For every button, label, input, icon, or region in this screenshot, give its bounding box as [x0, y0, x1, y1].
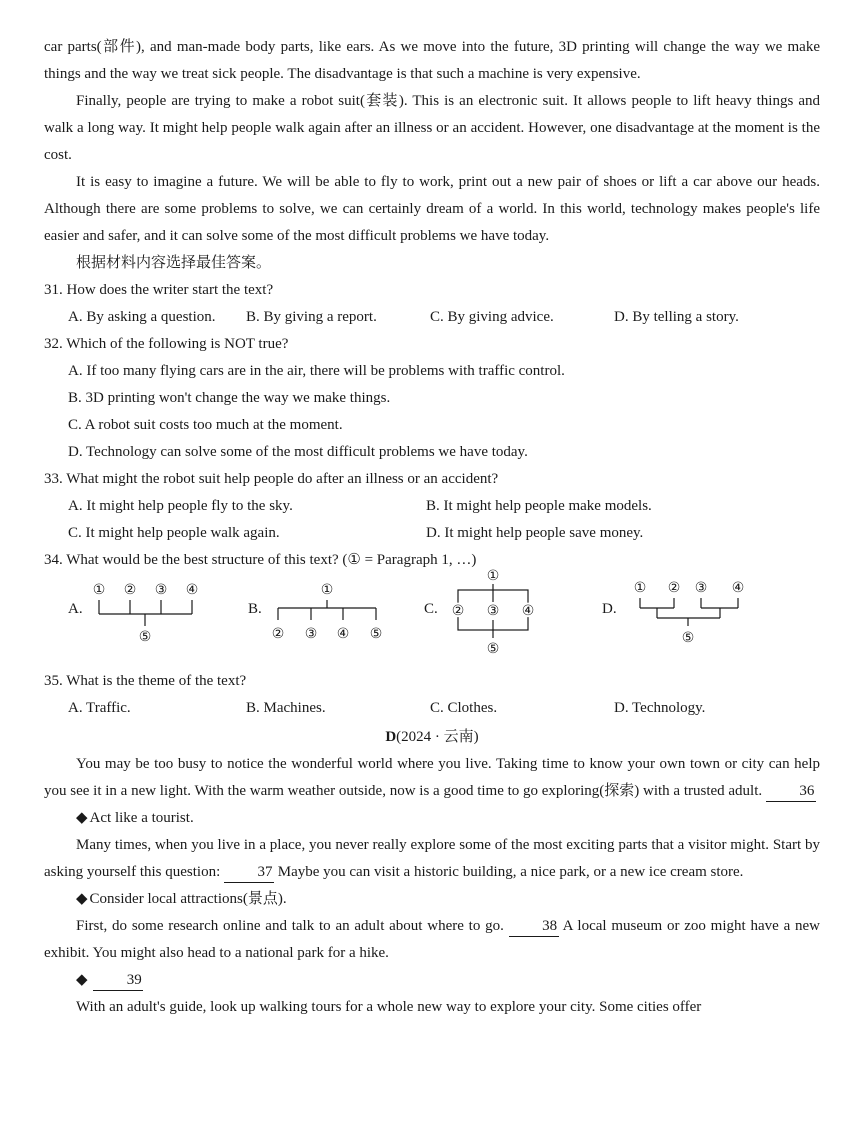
question-31-stem: 31. How does the writer start the text? [44, 282, 274, 298]
passage-d-intro [44, 751, 820, 805]
q33-option-a[interactable]: A. It might help people fly to the sky. [68, 498, 293, 514]
q34-diagram-d [630, 574, 780, 664]
diag-a-num-5: ⑤ [138, 629, 152, 645]
q35-option-b[interactable]: B. Machines. [246, 700, 326, 716]
passage-c-paragraph-3d: car parts(部件), and man-made body parts, like ears. As we move into the future, 3D printing will change the way we make things and the way we treat sick people. The disadvantage is that such a machine is very expensive. [44, 39, 820, 82]
q35-option-c[interactable]: C. Clothes. [430, 700, 498, 716]
q35-option-a[interactable]: A. Traffic. [68, 700, 131, 716]
diamond-bullet-icon: ◆ [76, 972, 88, 988]
q34-option-a-letter: A. [68, 601, 83, 617]
diag-a-num-2: ② [123, 582, 137, 598]
blank-39[interactable]: 39 [93, 970, 143, 991]
q32-option-b[interactable]: B. 3D printing won't change the way we make things. [68, 390, 391, 406]
diag-b-num-2: ② [271, 626, 285, 642]
q33-option-c[interactable]: C. It might help people walk again. [68, 525, 280, 541]
diag-d-num-4: ④ [731, 580, 745, 596]
question-32-stem: 32. Which of the following is NOT true? [44, 336, 289, 352]
question-31-options [44, 304, 820, 331]
q34-option-c-letter: C. [424, 601, 438, 617]
tourist-paragraph-before: Many times, when you live in a place, you never really explore some of the most exciting parts that a visitor might. Start by asking yourself this question: [44, 837, 820, 880]
diag-c-num-4: ④ [521, 603, 535, 619]
passage-d-intro-text: You may be too busy to notice the wonderful world where you live. Taking time to know your own town or city can help you see it in a new light. With the warm weather outside, now is a good time to go exploring(探索) with a trusted adult. [44, 756, 820, 799]
q32-option-d[interactable]: D. Technology can solve some of the most difficult problems we have today. [68, 444, 528, 460]
instruction: 根据材料内容选择最佳答案。 [76, 255, 272, 271]
diag-d-num-3: ③ [694, 580, 708, 596]
q33-option-d[interactable]: D. It might help people save money. [426, 525, 644, 541]
q32-option-c[interactable]: C. A robot suit costs too much at the moment. [68, 417, 343, 433]
diamond-bullet-icon: ◆ [76, 891, 88, 907]
q32-option-a[interactable]: A. If too many flying cars are in the air, there will be problems with traffic control. [68, 363, 565, 379]
diag-d-num-2: ② [667, 580, 681, 596]
bullet-act-like-tourist [44, 805, 820, 832]
tourist-paragraph-after: Maybe you can visit a historic building, a nice park, or a new ice cream store. [277, 864, 744, 880]
diag-b-num-5: ⑤ [369, 626, 383, 642]
blank-38[interactable]: 38 [509, 916, 559, 937]
q33-option-b[interactable]: B. It might help people make models. [426, 498, 652, 514]
diag-b-num-4: ④ [336, 626, 350, 642]
q31-option-d[interactable]: D. By telling a story. [614, 309, 739, 325]
diag-c-num-2: ② [451, 603, 465, 619]
q34-diagram-c [446, 564, 566, 658]
local-paragraph-before: First, do some research online and talk to an adult about where to go. [76, 918, 504, 934]
blank-36[interactable]: 36 [766, 781, 816, 802]
bullet-1-text: Act like a tourist. [89, 810, 194, 826]
diag-a-num-1: ① [92, 582, 106, 598]
passage-c-paragraph-future: It is easy to imagine a future. We will be able to fly to work, print out a new pair of shoes or lift a car above our heads. Although there are some problems to solve, we can certainly dream of a world. In this world, technology makes people's life easier and safer, and it can solve some of the most difficult problems we have today. [44, 174, 820, 244]
diag-c-num-1: ① [486, 568, 500, 584]
diag-c-num-3: ③ [486, 603, 500, 619]
question-35-options [44, 695, 820, 722]
question-33-stem: 33. What might the robot suit help people do after an illness or an accident? [44, 471, 499, 487]
q34-diagram-b [271, 574, 414, 664]
diag-d-num-5: ⑤ [681, 630, 695, 646]
passage-c-paragraph-robot: Finally, people are trying to make a robot suit(套装). This is an electronic suit. It allows people to lift heavy things and walk a long way. It might help people walk again after an illness or an accident. However, one disadvantage at the moment is the cost. [44, 93, 820, 163]
local-paragraph-after: A local museum or zoo might have a new exhibit. You might also head to a national park for a hike. [44, 918, 820, 961]
question-35-stem: 35. What is the theme of the text? [44, 673, 247, 689]
passage-d-source: (2024 · 云南) [396, 729, 479, 745]
diag-a-num-3: ③ [154, 582, 168, 598]
diag-b-num-3: ③ [304, 626, 318, 642]
passage-d-heading [44, 724, 820, 751]
q34-option-d-letter: D. [602, 601, 617, 617]
diag-c-num-5: ⑤ [486, 641, 500, 657]
diag-b-num-1: ① [320, 582, 334, 598]
diag-a-num-4: ④ [185, 582, 199, 598]
bullet-39 [44, 967, 820, 994]
blank-37[interactable]: 37 [224, 862, 274, 883]
q31-option-b[interactable]: B. By giving a report. [246, 309, 377, 325]
diamond-bullet-icon: ◆ [76, 810, 88, 826]
question-33-options [44, 493, 820, 547]
passage-d-walking-paragraph: With an adult's guide, look up walking tours for a whole new way to explore your city. Some cities offer [76, 999, 702, 1015]
passage-d-local-paragraph [44, 913, 820, 967]
passage-d-tourist-paragraph [44, 832, 820, 886]
q34-option-b-letter: B. [248, 601, 262, 617]
bullet-2-text: Consider local attractions(景点). [89, 891, 287, 907]
q31-option-c[interactable]: C. By giving advice. [430, 309, 554, 325]
q31-option-a[interactable]: A. By asking a question. [68, 309, 216, 325]
diag-d-num-1: ① [633, 580, 647, 596]
q35-option-d[interactable]: D. Technology. [614, 700, 706, 716]
question-34-stem: 34. What would be the best structure of this text? (① = Paragraph 1, …) [44, 552, 477, 568]
q34-diagram-a [90, 574, 230, 664]
bullet-local-attractions [44, 886, 820, 913]
passage-d-letter: D [385, 729, 397, 745]
question-34-structure-diagrams [44, 568, 820, 668]
